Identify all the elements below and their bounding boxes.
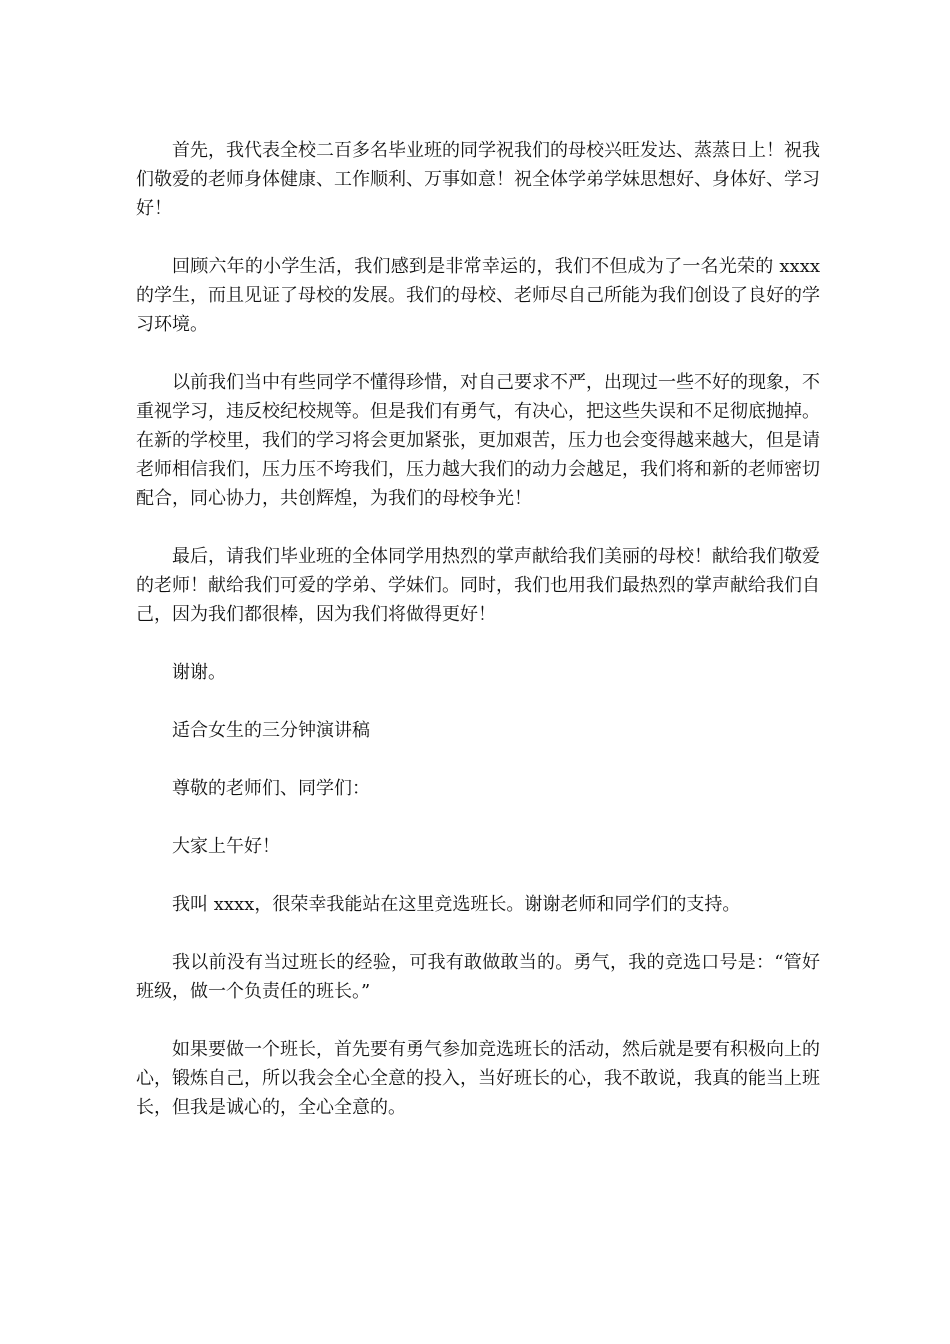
speech-salutation: 尊敬的老师们、同学们：: [172, 778, 370, 799]
speech-good-morning: 大家上午好！: [172, 836, 280, 857]
paragraph-greeting-wishes: 首先，我代表全校二百多名毕业班的同学祝我们的母校兴旺发达、蒸蒸日上！祝我们敬爱的老师身体健康、工作顺利、万事如意！祝全体学弟学妹思想好、身体好、学习好！: [136, 140, 820, 219]
speech-commitment: 如果要做一个班长，首先要有勇气参加竞选班长的活动，然后就是要有积极向上的心，锻炼自己，所以我会全心全意的投入，当好班长的心，我不敢说，我真的能当上班长，但我是诚心的，全心全意的。: [136, 1039, 820, 1118]
document-body: [136, 136, 820, 1151]
section-title: [136, 716, 820, 745]
section-title-text: 适合女生的三分钟演讲稿: [172, 720, 370, 741]
paragraph-recollection: 回顾六年的小学生活，我们感到是非常幸运的，我们不但成为了一名光荣的 xxxx 的学生，而且见证了母校的发展。我们的母校、老师尽自己所能为我们创设了良好的学习环境。: [136, 256, 820, 335]
paragraph-thanks: 谢谢。: [172, 662, 226, 683]
speech-slogan: 我以前没有当过班长的经验，可我有敢做敢当的。勇气，我的竞选口号是：“管好班级，做一个负责任的班长。”: [136, 952, 820, 1002]
paragraph-applause: 最后，请我们毕业班的全体同学用热烈的掌声献给我们美丽的母校！献给我们敬爱的老师！献给我们可爱的学弟、学妹们。同时，我们也用我们最热烈的掌声献给我们自己，因为我们都很棒，因为我们将做得更好！: [136, 546, 820, 625]
speech-introduction: 我叫 xxxx，很荣幸我能站在这里竞选班长。谢谢老师和同学们的支持。: [172, 894, 741, 915]
paragraph-resolution: 以前我们当中有些同学不懂得珍惜，对自己要求不严，出现过一些不好的现象，不重视学习，违反校纪校规等。但是我们有勇气，有决心，把这些失误和不足彻底抛掉。在新的学校里，我们的学习将会更加紧张，更加艰苦，压力也会变得越来越大，但是请老师相信我们，压力压不垮我们，压力越大我们的动力会越足，我们将和新的老师密切配合，同心协力，共创辉煌，为我们的母校争光！: [136, 372, 820, 509]
